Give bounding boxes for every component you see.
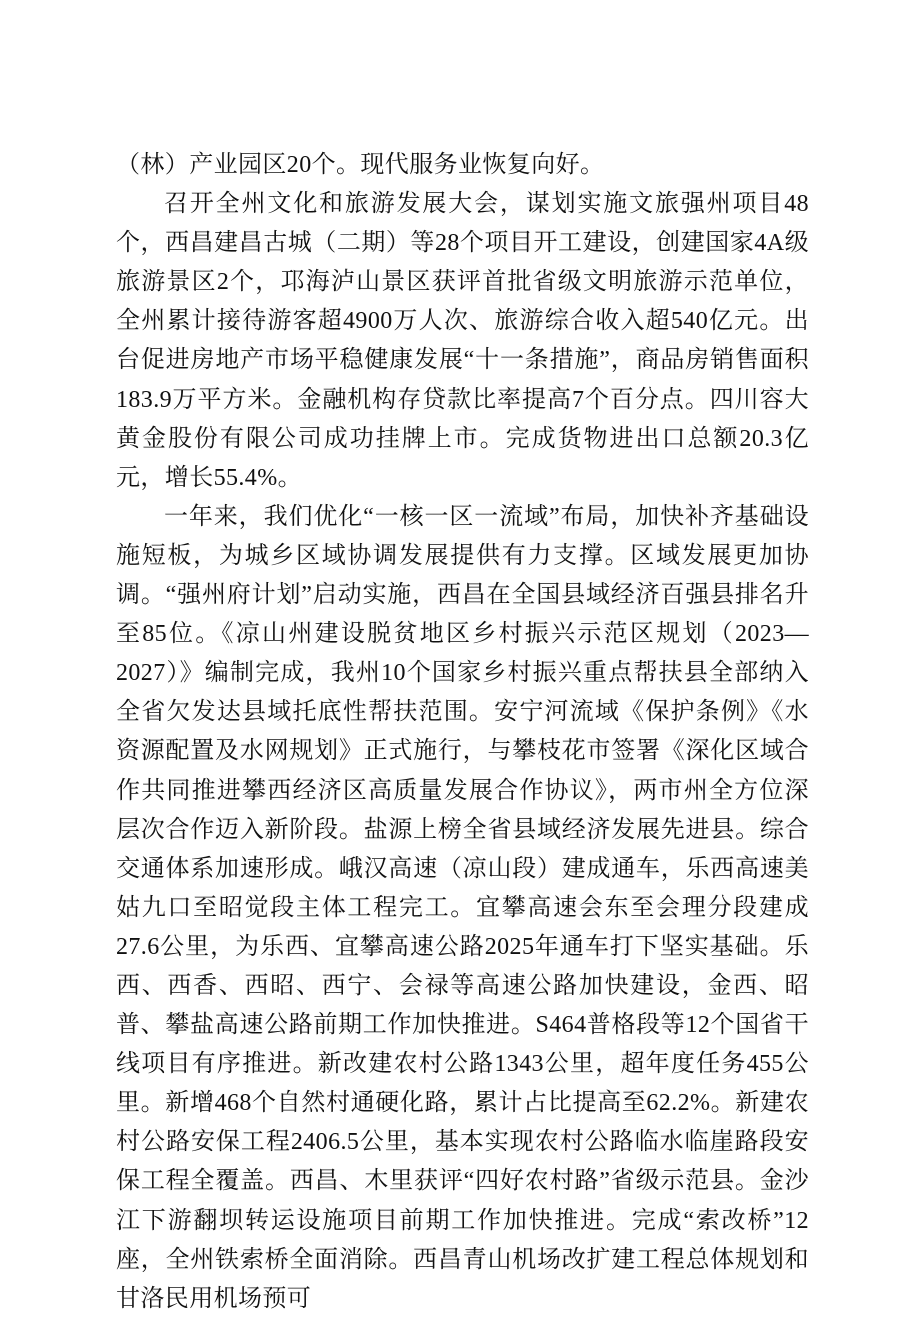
- paragraph-culture-tourism: 召开全州文化和旅游发展大会，谋划实施文旅强州项目48个，西昌建昌古城（二期）等28个项目开工建设，创建国家4A级旅游景区2个，邛海泸山景区获评首批省级文明旅游示范单位，全州累计接待游客超4900万人次、旅游综合收入超540亿元。出台促进房地产市场平稳健康发展“十一条措施”，商品房销售面积183.9万平方米。金融机构存贷款比率提高7个百分点。四川容大黄金股份有限公司成功挂牌上市。完成货物进出口总额20.3亿元，增长55.4%。: [116, 191, 809, 491]
- paragraph-continuation: （林）产业园区20个。现代服务业恢复向好。: [116, 152, 605, 178]
- document-body: [116, 146, 809, 1319]
- paragraph-regional-development: 一年来，我们优化“一核一区一流域”布局，加快补齐基础设施短板，为城乡区域协调发展提供有力支撑。区域发展更加协调。“强州府计划”启动实施，西昌在全国县域经济百强县排名升至85位。《凉山州建设脱贫地区乡村振兴示范区规划（2023—2027）》编制完成，我州10个国家乡村振兴重点帮扶县全部纳入全省欠发达县域托底性帮扶范围。安宁河流域《保护条例》《水资源配置及水网规划》正式施行，与攀枝花市签署《深化区域合作共同推进攀西经济区高质量发展合作协议》，两市州全方位深层次合作迈入新阶段。盐源上榜全省县域经济发展先进县。综合交通体系加速形成。峨汉高速（凉山段）建成通车，乐西高速美姑九口至昭觉段主体工程完工。宜攀高速会东至会理分段建成27.6公里，为乐西、宜攀高速公路2025年通车打下坚实基础。乐西、西香、西昭、西宁、会禄等高速公路加快建设，金西、昭普、攀盐高速公路前期工作加快推进。S464普格段等12个国省干线项目有序推进。新改建农村公路1343公里，超年度任务455公里。新增468个自然村通硬化路，累计占比提高至62.2%。新建农村公路安保工程2406.5公里，基本实现农村公路临水临崖路段安保工程全覆盖。西昌、木里获评“四好农村路”省级示范县。金沙江下游翻坝转运设施项目前期工作加快推进。完成“索改桥”12座，全州铁索桥全面消除。西昌青山机场改扩建工程总体规划和甘洛民用机场预可: [116, 503, 809, 1312]
